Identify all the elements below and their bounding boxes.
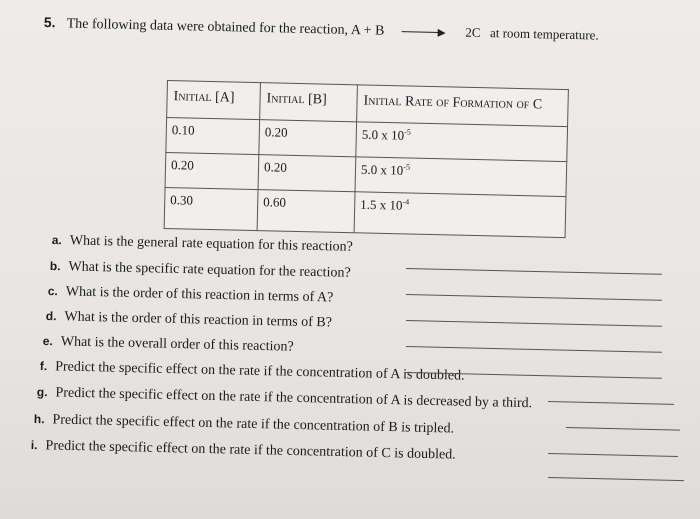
subquestion-label: c. xyxy=(47,284,59,299)
subquestion-text: What is the general rate equation for this reaction? xyxy=(69,233,353,255)
rate-exponent: -4 xyxy=(402,197,410,207)
subquestion-c xyxy=(48,284,334,306)
subquestion-h xyxy=(34,412,455,438)
subquestion-label: f. xyxy=(39,359,48,374)
rate-exponent: -5 xyxy=(404,127,411,137)
question-text: The following data were obtained for the reaction, A + B xyxy=(66,16,385,39)
subquestion-text: Predict the specific effect on the rate if the concentration of A is decreased by a third. xyxy=(55,385,533,412)
subquestion-label: e. xyxy=(42,334,54,349)
subquestion-label: h. xyxy=(33,412,45,427)
rate-mantissa: 5.0 x 10 xyxy=(361,126,405,143)
subquestion-text: Predict the specific effect on the rate if the concentration of B is tripled. xyxy=(52,412,455,437)
subquestion-text: Predict the specific effect on the rate if the concentration of C is doubled. xyxy=(45,438,456,463)
rate-exponent: -5 xyxy=(403,162,411,172)
rate-mantissa: 1.5 x 10 xyxy=(360,196,403,213)
subquestion-d xyxy=(46,309,332,331)
cell-a: 0.30 xyxy=(164,187,258,230)
question-number: 5. xyxy=(43,14,56,31)
subquestion-label: b. xyxy=(49,259,61,274)
subquestion-a xyxy=(52,233,353,256)
subquestion-g xyxy=(37,385,533,412)
subquestion-text: What is the specific rate equation for the reaction? xyxy=(68,259,351,281)
cell-b: 0.20 xyxy=(258,155,356,192)
cell-b: 0.20 xyxy=(259,120,357,157)
header-initial-rate: Initial Rate of Formation of C xyxy=(357,85,569,127)
subquestion-i xyxy=(31,438,456,464)
subquestion-text: What is the order of this reaction in terms of B? xyxy=(64,309,333,331)
subquestion-text: What is the overall order of this reaction? xyxy=(60,334,294,355)
cell-b: 0.60 xyxy=(257,190,355,233)
rate-mantissa: 5.0 x 10 xyxy=(360,161,404,178)
subquestion-text: Predict the specific effect on the rate if the concentration of A is doubled. xyxy=(54,359,465,384)
subquestion-label: i. xyxy=(30,438,38,453)
cell-a: 0.20 xyxy=(165,152,259,189)
header-initial-a: Initial [A] xyxy=(167,81,261,120)
reaction-condition: at room temperature. xyxy=(489,25,599,43)
subquestion-label: a. xyxy=(51,233,63,248)
subquestion-f xyxy=(40,359,465,385)
reaction-product: 2C xyxy=(465,24,481,40)
header-initial-b: Initial [B] xyxy=(260,83,358,122)
subquestion-label: g. xyxy=(36,385,48,400)
subquestion-e xyxy=(43,334,294,356)
subquestion-label: d. xyxy=(45,309,57,324)
subquestion-b xyxy=(50,259,351,282)
subquestion-text: What is the order of this reaction in terms of A? xyxy=(65,284,334,306)
cell-a: 0.10 xyxy=(166,118,260,155)
